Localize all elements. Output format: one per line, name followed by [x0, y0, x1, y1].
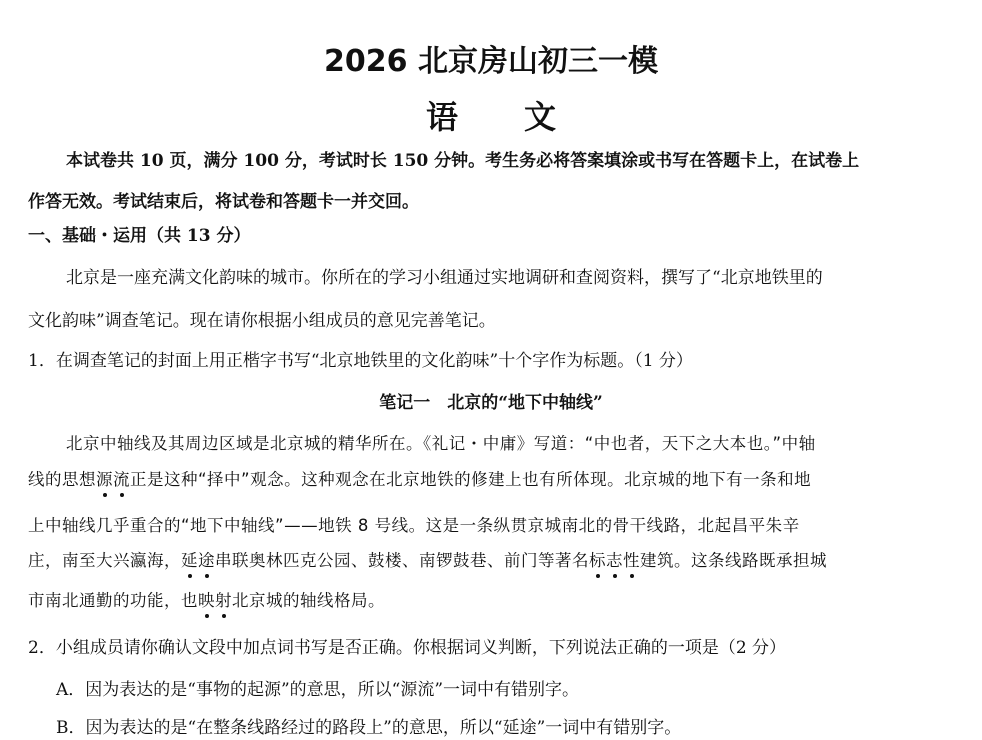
note-1-line-4	[28, 549, 908, 573]
dotted-char: 途	[198, 551, 215, 570]
text-run: 北京城的轴线格局。	[232, 591, 385, 610]
exam-title: 2026 北京房山初三一模	[324, 44, 658, 79]
question-2-option-a: A．因为表达的是“事物的起源”的意思，所以“源流”一词中有错别字。	[56, 680, 580, 700]
subject-title	[0, 92, 982, 138]
section-heading: 一、基础・运用（共 13 分）	[28, 226, 251, 246]
text-run: 市南北通勤的功能，也	[28, 591, 198, 610]
dotted-char: 流	[113, 470, 130, 489]
note-1-line-3: 上中轴线几乎重合的“地下中轴线”——地铁 8 号线。这是一条纵贯京城南北的骨干线路，北起昌平朱辛	[28, 516, 800, 535]
question-2-option-b: B．因为表达的是“在整条线路经过的路段上”的意思，所以“延途”一词中有错别字。	[56, 718, 682, 738]
note-1-line-5	[28, 589, 908, 613]
text-run: 庄，南至大兴瀛海，	[28, 551, 181, 570]
note-1-heading: 笔记一 北京的“地下中轴线”	[379, 393, 603, 413]
subject-char-1: 语	[425, 98, 458, 136]
question-1: 1．在调查笔记的封面上用正楷字书写“北京地铁里的文化韵味”十个字作为标题。（1 分）	[28, 351, 693, 371]
text-run: 串联奥林匹克公园、鼓楼、南锣鼓巷、前门等著名	[215, 551, 589, 570]
dotted-char: 性	[623, 551, 640, 570]
text-run: 正是这种“择中”观念。这种观念在北京地铁的修建上也有所体现。北京城的地下有一条和地	[130, 470, 812, 489]
dotted-char: 标	[589, 551, 606, 570]
question-2: 2．小组成员请你确认文段中加点词书写是否正确。你根据词义判断，下列说法正确的一项是（2 分）	[28, 638, 787, 658]
intro-line-2: 文化韵味”调查笔记。现在请你根据小组成员的意见完善笔记。	[28, 311, 496, 331]
instructions-line-2: 作答无效。考试结束后，将试卷和答题卡一并交回。	[28, 192, 419, 212]
text-run: 线的思想	[28, 470, 96, 489]
text-run: 建筑。这条线路既承担城	[640, 551, 827, 570]
dotted-char: 映	[198, 591, 215, 610]
dotted-char: 射	[215, 591, 232, 610]
dotted-char: 源	[96, 470, 113, 489]
instructions-line-1: 本试卷共 10 页，满分 100 分，考试时长 150 分钟。考生务必将答案填涂或书写在答题卡上，在试卷上	[66, 151, 860, 171]
intro-line-1: 北京是一座充满文化韵味的城市。你所在的学习小组通过实地调研和查阅资料，撰写了“北京地铁里的	[66, 268, 823, 288]
dotted-char: 志	[606, 551, 623, 570]
note-1-line-2	[28, 468, 908, 492]
dotted-char: 延	[181, 551, 198, 570]
subject-char-2: 文	[524, 98, 557, 136]
note-1-line-1: 北京中轴线及其周边区域是北京城的精华所在。《礼记・中庸》写道：“中也者，天下之大本也。”中轴	[66, 434, 816, 453]
